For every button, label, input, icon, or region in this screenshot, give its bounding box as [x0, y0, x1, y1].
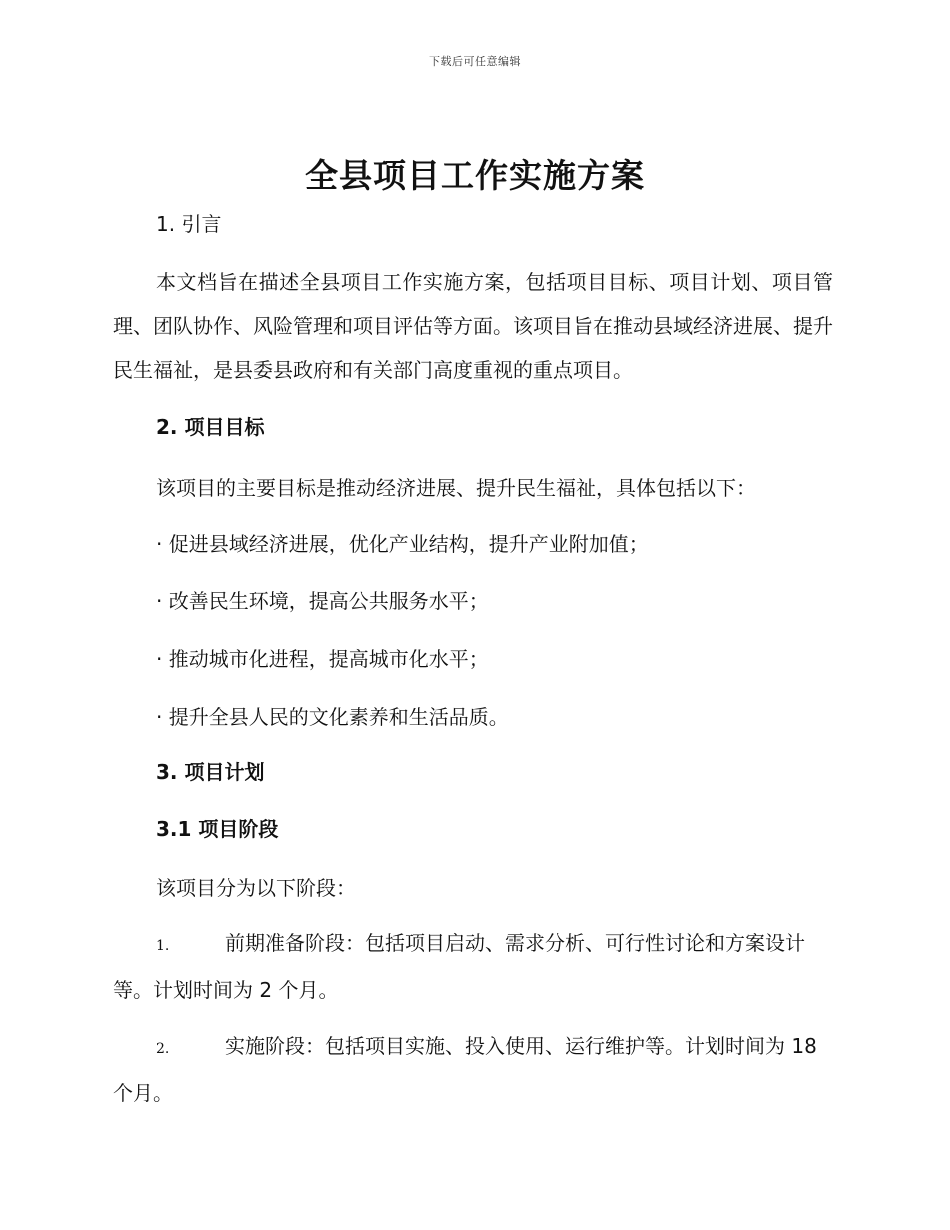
- phase-list-item: [113, 921, 833, 1012]
- intro-paragraph: 本文档旨在描述全县项目工作实施方案，包括项目目标、项目计划、项目管理、团队协作、风险管理和项目评估等方面。该项目旨在推动县域经济进展、提升民生福祉，是县委县政府和有关部门高度重视的重点项目。: [113, 270, 833, 382]
- section-heading-intro: 1. 引言: [156, 212, 222, 236]
- goal-list-item: · 推动城市化进程，提高城市化水平；: [156, 647, 489, 671]
- goal-list-item: · 改善民生环境，提高公共服务水平；: [156, 589, 489, 613]
- page-header-note: 下载后可任意编辑: [429, 55, 521, 68]
- phases-intro-paragraph: 该项目分为以下阶段：: [156, 876, 356, 900]
- phase-list-item: [113, 1024, 833, 1115]
- phase-text: 实施阶段：包括项目实施、投入使用、运行维护等。计划时间为 18 个月。: [113, 1034, 817, 1105]
- goals-intro-paragraph: 该项目的主要目标是推动经济进展、提升民生福祉，具体包括以下：: [156, 476, 756, 500]
- section-heading-plan: 3. 项目计划: [156, 760, 265, 784]
- phase-text: 前期准备阶段：包括项目启动、需求分析、可行性讨论和方案设计等。计划时间为 2 个月。: [113, 931, 805, 1002]
- subsection-heading-phases: 3.1 项目阶段: [156, 817, 279, 841]
- section-heading-goals: 2. 项目目标: [156, 415, 265, 439]
- document-title: 全县项目工作实施方案: [305, 156, 645, 195]
- goal-list-item: · 提升全县人民的文化素养和生活品质。: [156, 705, 509, 729]
- list-number: 2.: [156, 1041, 170, 1057]
- goal-list-item: · 促进县域经济进展，优化产业结构，提升产业附加值；: [156, 532, 649, 556]
- list-number: 1.: [156, 938, 170, 954]
